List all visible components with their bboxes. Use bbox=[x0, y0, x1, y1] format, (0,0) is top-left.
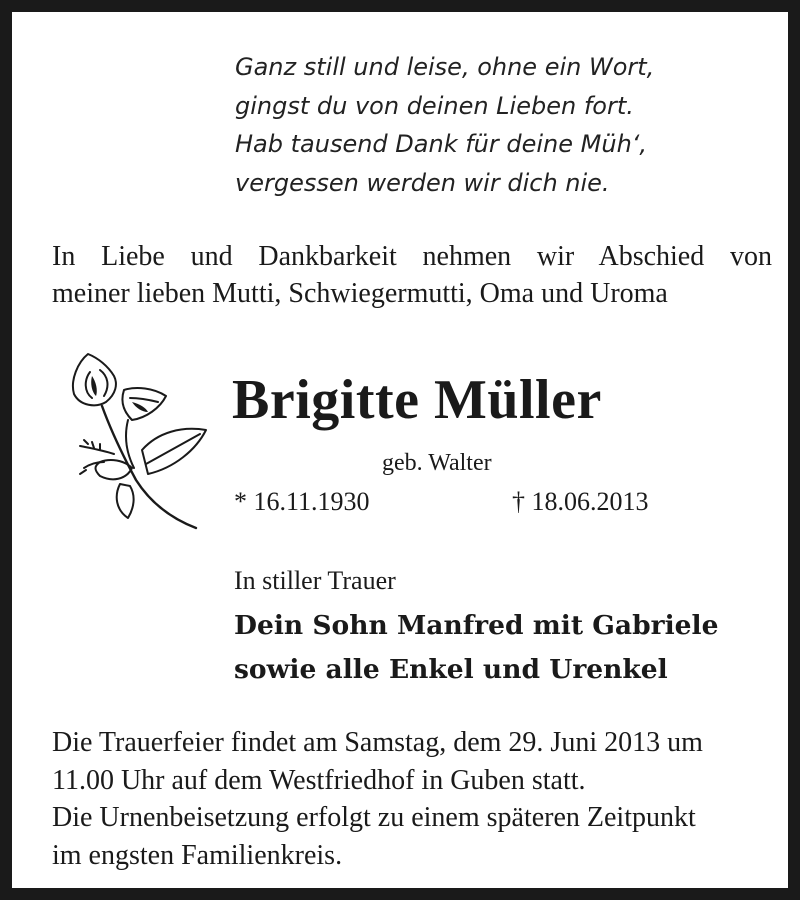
ceremony-line: Die Urnenbeisetzung erfolgt zu einem späteren Zeitpunkt bbox=[52, 802, 696, 833]
poem-line: Ganz still und leise, ohne ein Wort, bbox=[235, 53, 655, 81]
intro-text bbox=[52, 238, 772, 312]
mourner-line: sowie alle Enkel und Urenkel bbox=[234, 654, 668, 685]
mourning-heading: In stiller Trauer bbox=[234, 566, 396, 595]
calla-lily-icon bbox=[70, 350, 212, 532]
poem-line: gingst du von deinen Lieben fort. bbox=[235, 91, 634, 120]
maiden-name: geb. Walter bbox=[382, 450, 492, 476]
birth-date: * 16.11.1930 bbox=[234, 487, 370, 516]
mourners-list bbox=[234, 604, 718, 692]
intro-line: meiner lieben Mutti, Schwiegermutti, Oma und Uroma bbox=[52, 278, 668, 309]
ceremony-info bbox=[52, 724, 774, 874]
deceased-name: Brigitte Müller bbox=[232, 369, 602, 431]
mourner-line: Dein Sohn Manfred mit Gabriele bbox=[234, 610, 719, 641]
intro-line: In Liebe und Dankbarkeit nehmen wir Abschied von bbox=[52, 241, 772, 272]
death-date: † 18.06.2013 bbox=[512, 487, 649, 516]
poem bbox=[235, 48, 654, 202]
ceremony-line: Die Trauerfeier findet am Samstag, dem 29. Juni 2013 um bbox=[52, 727, 703, 758]
poem-line: vergessen werden wir dich nie. bbox=[235, 168, 610, 197]
ceremony-line: im engsten Familienkreis. bbox=[52, 839, 343, 871]
poem-line: Hab tausend Dank für deine Müh‘, bbox=[235, 130, 648, 158]
ceremony-line: 11.00 Uhr auf dem Westfriedhof in Guben statt. bbox=[52, 764, 586, 796]
